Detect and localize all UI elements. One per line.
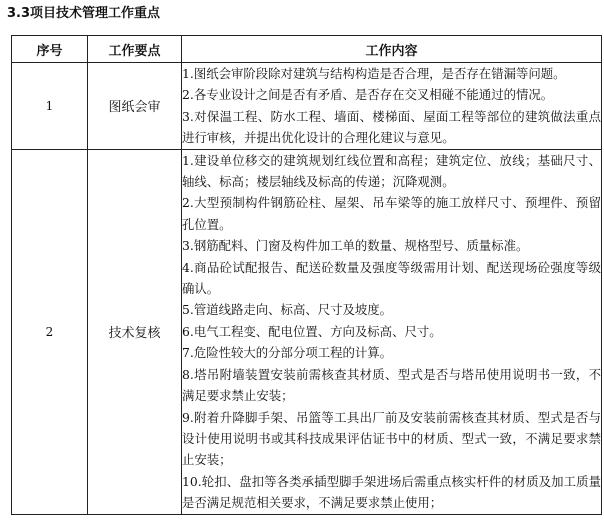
content-item: 8.塔吊附墙装置安装前需核查其材质、型式是否与塔吊使用说明书一致，不满足要求禁止安装；	[182, 366, 601, 404]
header-content: 工作内容	[182, 36, 602, 63]
work-table	[11, 35, 602, 515]
table-row	[12, 63, 602, 150]
table-header-row	[12, 36, 602, 63]
content-item: 5.管道线路走向、标高、尺寸及坡度。	[182, 302, 393, 318]
content-item: 2.大型预制构件钢筋砼柱、屋架、吊车梁等的施工放样尺寸、预埋件、预留孔位置。	[182, 195, 601, 232]
header-seq: 序号	[12, 36, 88, 63]
table-row	[12, 149, 602, 514]
content-item: 10.轮扣、盘扣等各类承插型脚手架进场后需重点核实杆件的材质及加工质量是否满足规范相关要求，不满足要求禁止使用；	[182, 473, 601, 511]
row-content	[182, 149, 602, 514]
content-item: 9.附着升降脚手架、吊篮等工具出厂前及安装前需核查其材质、型式是否与设计使用说明书或其科技成果评估证书中的材质、型式一致，不满足要求禁止安装；	[182, 409, 601, 468]
content-item: 1.建设单位移交的建筑规划红线位置和高程；建筑定位、放线；基础尺寸、轴线、标高；楼层轴线及标高的传递；沉降观测。	[182, 152, 601, 190]
header-key-point: 工作要点	[88, 36, 182, 63]
content-item: 1.图纸会审阶段除对建筑与结构构造是否合理，是否存在错漏等问题。	[182, 66, 566, 81]
row-seq: 1	[12, 63, 88, 150]
content-item: 2.各专业设计之间是否有矛盾、是否存在交叉相碰不能通过的情况。	[182, 87, 554, 103]
row-key-point: 图纸会审	[88, 63, 182, 150]
row-key-point: 技术复核	[88, 149, 182, 514]
content-item: 6.电气工程变、配电位置、方向及标高、尺寸。	[182, 323, 442, 339]
section-heading: 3.3项目技术管理工作重点	[7, 6, 161, 21]
row-content	[182, 63, 602, 150]
content-item: 3.钢筋配料、门窗及构件加工单的数量、规格型号、质量标准。	[182, 238, 529, 254]
content-item: 3.对保温工程、防水工程、墙面、楼梯面、屋面工程等部位的建筑做法重点进行审核，并提出优化设计的合理化建议与意见。	[182, 108, 601, 146]
content-item: 7.危险性较大的分部分项工程的计算。	[182, 345, 393, 361]
content-item: 4.商品砼试配报告、配送砼数量及强度等级需用计划、配送现场砼强度等级确认。	[182, 259, 601, 297]
row-seq: 2	[12, 149, 88, 514]
